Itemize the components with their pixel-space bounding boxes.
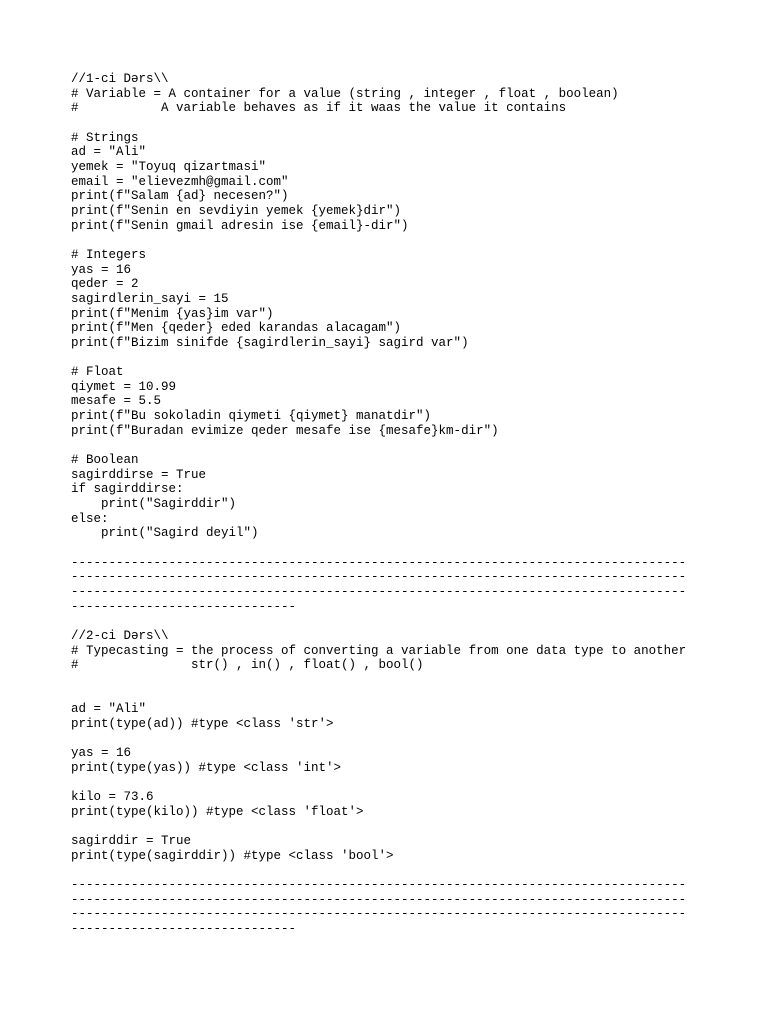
code-line: kilo = 73.6 (71, 790, 154, 805)
code-line: //2-ci Dərs\\ (71, 628, 169, 643)
code-line: print(type(ad)) #type <class 'str'> (71, 716, 334, 731)
code-line: print(f"Salam {ad} necesen?") (71, 189, 289, 204)
code-line: qiymet = 10.99 (71, 379, 177, 394)
code-line: mesafe = 5.5 (71, 394, 162, 409)
code-line: ---------------------------------------------------------------------------------- (71, 907, 687, 922)
code-line: ------------------------------ (71, 922, 297, 937)
code-line: print(f"Bizim sinifde {sagirdlerin_sayi} sagird var") (71, 335, 469, 350)
code-line: ---------------------------------------------------------------------------------- (71, 570, 687, 585)
code-line: print(type(kilo)) #type <class 'float'> (71, 804, 364, 819)
code-line: email = "elievezmh@gmail.com" (71, 174, 289, 189)
code-line: # Variable = A container for a value (string , integer , float , boolean) (71, 86, 619, 101)
code-line: # Boolean (71, 453, 139, 468)
code-line: ------------------------------ (71, 599, 297, 614)
code-line: print(type(yas)) #type <class 'int'> (71, 760, 342, 775)
code-line: print(f"Menim {yas}im var") (71, 306, 274, 321)
code-line: print(f"Buradan evimize qeder mesafe ise {mesafe}km-dir") (71, 423, 499, 438)
code-line: ad = "Ali" (71, 702, 147, 717)
code-text-block (71, 72, 731, 937)
code-line: ---------------------------------------------------------------------------------- (71, 555, 687, 570)
code-line: # Strings (71, 130, 139, 145)
code-line: print("Sagird deyil") (71, 526, 259, 541)
code-line: # str() , in() , float() , bool() (71, 658, 424, 673)
code-line: # Integers (71, 247, 147, 262)
code-line: sagirddir = True (71, 834, 192, 849)
document-page (71, 72, 731, 937)
code-line: ---------------------------------------------------------------------------------- (71, 892, 687, 907)
code-line: qeder = 2 (71, 277, 139, 292)
code-line: sagirddirse = True (71, 467, 207, 482)
code-line: else: (71, 511, 109, 526)
code-line: print("Sagirddir") (71, 497, 237, 512)
code-line: if sagirddirse: (71, 482, 184, 497)
code-line: //1-ci Dərs\\ (71, 72, 169, 86)
code-line: yemek = "Toyuq qizartmasi" (71, 159, 267, 174)
code-line: print(f"Men {qeder} eded karandas alacagam") (71, 321, 402, 336)
code-line: yas = 16 (71, 262, 132, 277)
code-line: ad = "Ali" (71, 145, 147, 160)
code-line: ---------------------------------------------------------------------------------- (71, 584, 687, 599)
code-line: # Typecasting = the process of converting a variable from one data type to another (71, 643, 687, 658)
code-line: # Float (71, 365, 124, 380)
code-line: print(f"Senin en sevdiyin yemek {yemek}dir") (71, 203, 402, 218)
code-line: print(type(sagirddir)) #type <class 'bool'> (71, 848, 394, 863)
code-line: # A variable behaves as if it waas the value it contains (71, 101, 567, 116)
code-line: ---------------------------------------------------------------------------------- (71, 878, 687, 893)
code-line: print(f"Senin gmail adresin ise {email}-dir") (71, 218, 409, 233)
code-line: sagirdlerin_sayi = 15 (71, 291, 229, 306)
code-line: yas = 16 (71, 746, 132, 761)
code-line: print(f"Bu sokoladin qiymeti {qiymet} manatdir") (71, 409, 432, 424)
